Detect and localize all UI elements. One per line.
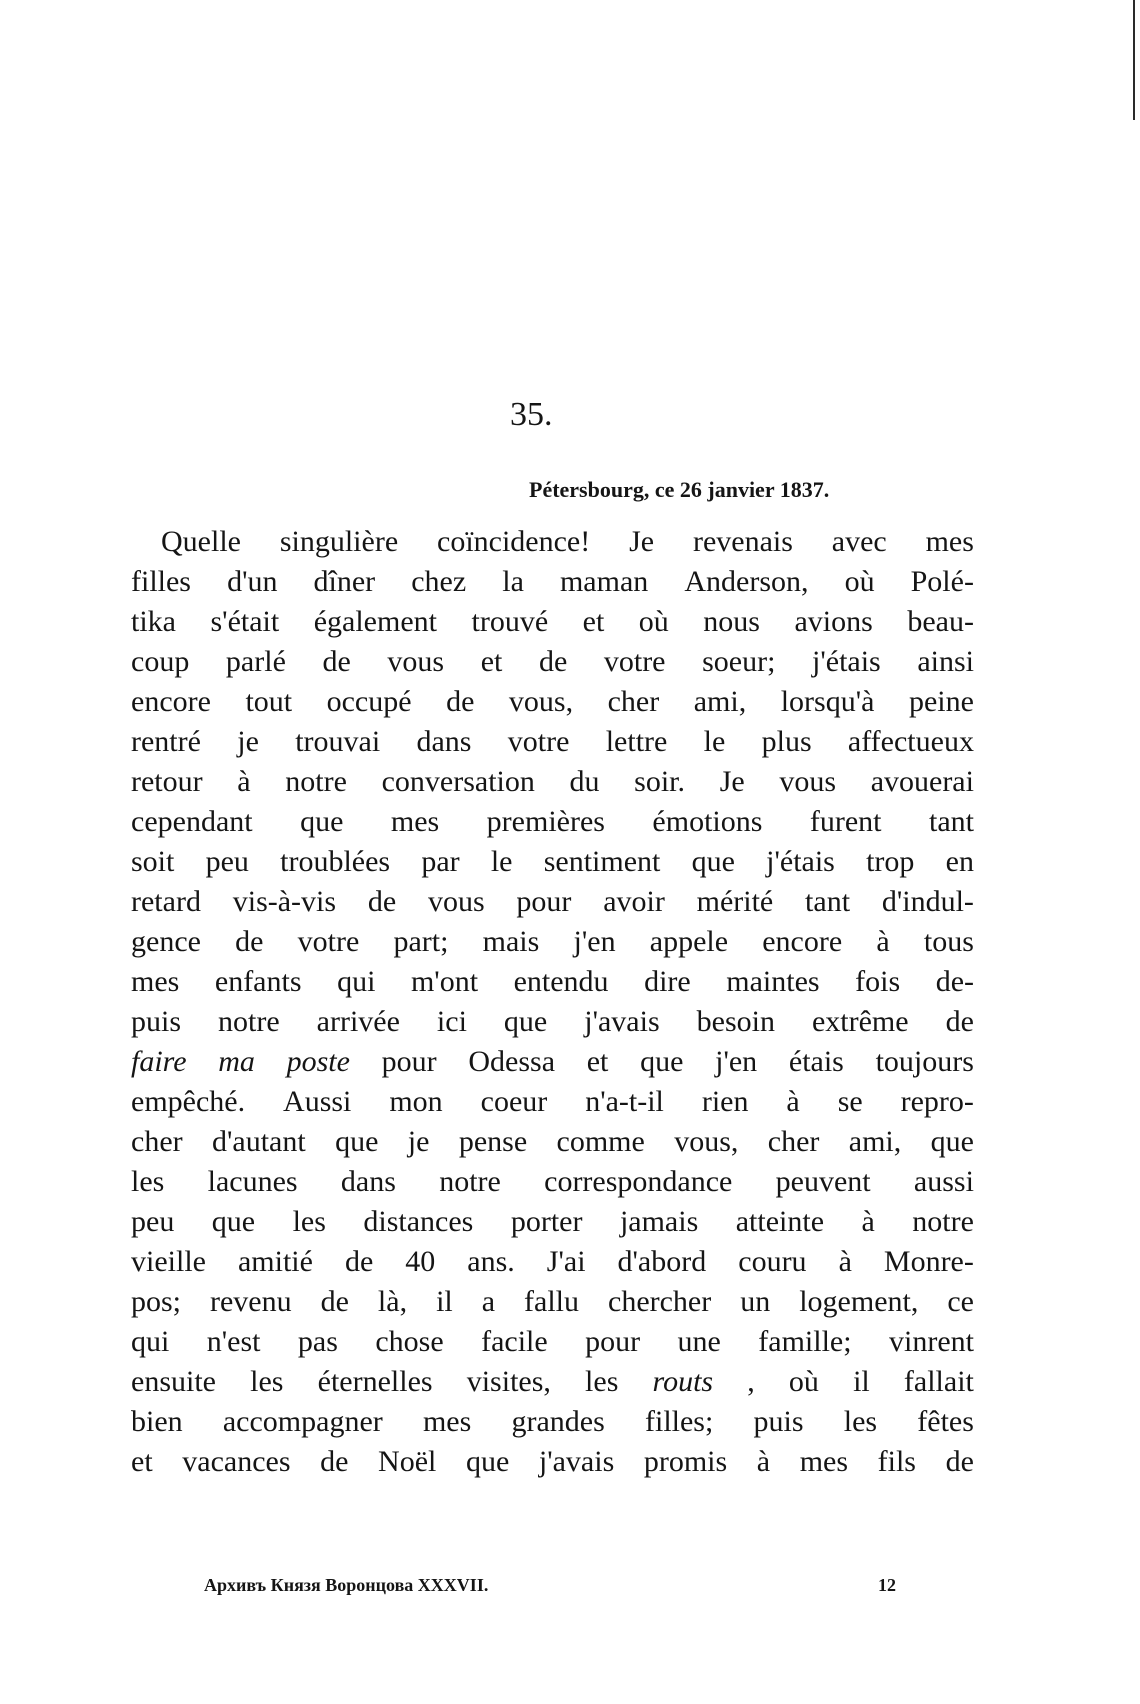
text-line: retour à notre conversation du soir. Je vous avouerai <box>131 765 974 798</box>
text-line: faire ma poste pour Odessa et que j'en étais toujours <box>131 1045 974 1078</box>
text-line: gence de votre part; mais j'en appele encore à tous <box>131 925 974 958</box>
text-line: encore tout occupé de vous, cher ami, lorsqu'à peine <box>131 685 974 718</box>
text-line: bien accompagner mes grandes filles; puis les fêtes <box>131 1405 974 1438</box>
text-line: et vacances de Noël que j'avais promis à mes fils de <box>131 1445 974 1478</box>
page-footer <box>204 1576 896 1594</box>
sheet-number: 12 <box>878 1575 896 1595</box>
text-line: empêché. Aussi mon coeur n'a-t-il rien à se repro- <box>131 1085 974 1118</box>
text-line: rentré je trouvai dans votre lettre le plus affectueux <box>131 725 974 758</box>
text-line: vieille amitié de 40 ans. J'ai d'abord couru à Monre- <box>131 1245 974 1278</box>
text-line: soit peu troublées par le sentiment que j'étais trop en <box>131 845 974 878</box>
dateline: Pétersbourg, ce 26 janvier 1837. <box>529 477 830 502</box>
text-line: coup parlé de vous et de votre soeur; j'étais ainsi <box>131 645 974 678</box>
text-line: ensuite les éternelles visites, les routs , où il fallait <box>131 1365 974 1398</box>
letter-number: 35. <box>510 396 553 433</box>
text-line: les lacunes dans notre correspondance peuvent aussi <box>131 1165 974 1198</box>
archive-signature: Архивъ Князя Воронцова XXXVII. <box>204 1575 489 1595</box>
text-line: retard vis-à-vis de vous pour avoir mérité tant d'indul- <box>131 885 974 918</box>
text-line: cependant que mes premières émotions furent tant <box>131 805 974 838</box>
text-line: peu que les distances porter jamais atteinte à notre <box>131 1205 974 1238</box>
text-line: tika s'était également trouvé et où nous avions beau- <box>131 605 974 638</box>
text-line: Quelle singulière coïncidence! Je revenais avec mes <box>161 525 974 558</box>
letter-body <box>131 522 974 1526</box>
text-line: puis notre arrivée ici que j'avais besoin extrême de <box>131 1005 974 1038</box>
text-line: cher d'autant que je pense comme vous, cher ami, que <box>131 1125 974 1158</box>
text-line: qui n'est pas chose facile pour une famille; vinrent <box>131 1325 974 1358</box>
text-line: pos; revenu de là, il a fallu chercher un logement, ce <box>131 1285 974 1318</box>
text-line: filles d'un dîner chez la maman Anderson, où Polé- <box>131 565 974 598</box>
text-line: mes enfants qui m'ont entendu dire maintes fois de- <box>131 965 974 998</box>
page-edge-line <box>1133 0 1135 120</box>
